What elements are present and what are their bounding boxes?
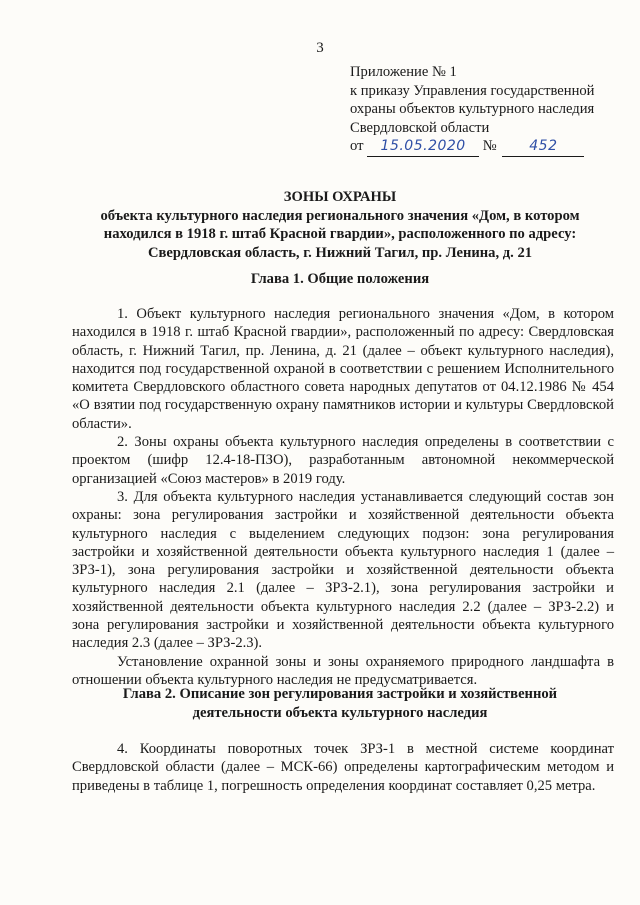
title-line-4: Свердловская область, г. Нижний Тагил, пр. Ленина, д. 21	[147, 244, 533, 261]
paragraph-2: 2. Зоны охраны объекта культурного наследия определены в соответствии с проектом (шифр 12.4-18-ПЗО), разработанным автономной некоммерческой организацией «Союз мастеров» в 2019 году.	[72, 434, 614, 487]
title-line-3: находился в 1918 г. штаб Красной гвардии», расположенного по адресу:	[103, 226, 577, 242]
appendix-line-1: Приложение № 1	[350, 64, 457, 80]
chapter-1-body	[72, 305, 614, 689]
chapter-2-heading	[70, 685, 610, 722]
chapter-2-heading-line-2: деятельности объекта культурного наследия	[192, 704, 488, 721]
appendix-line-4: Свердловской области	[350, 119, 490, 136]
appendix-date-line	[350, 137, 622, 157]
appendix-line-3: охраны объектов культурного наследия	[350, 101, 595, 117]
paragraph-1: 1. Объект культурного наследия регионального значения «Дом, в котором находился в 1918 г. штаб Красной гвардии», расположенный по адресу: Свердловская область, г. Нижний Тагил, пр. Ленина, д. 21 (далее – объект культурного наследия), находится под государственной охраной в соответствии с решением Исполнительного комитета Свердловского областного совета народных депутатов от 04.12.1986 № 454 «О взятии под государственную охрану памятников истории и культуры Свердловской области».	[72, 306, 614, 432]
paragraph-5: 4. Координаты поворотных точек ЗРЗ-1 в местной системе координат Свердловской области (далее – МСК-66) определены картографическим методом и приведены в таблице 1, погрешность определения координат составляет 0,25 метра.	[72, 741, 614, 794]
chapter-2-body	[72, 740, 614, 795]
title-line-2: объекта культурного наследия регионального значения «Дом, в котором	[100, 207, 580, 224]
date-prefix: от	[350, 138, 364, 154]
handwritten-number: 452	[502, 137, 584, 157]
paragraph-4: Установление охранной зоны и зоны охраняемого природного ландшафта в отношении объекта культурного наследия не предусматривается.	[72, 653, 614, 688]
document-title	[70, 188, 610, 262]
title-line-1: ЗОНЫ ОХРАНЫ	[283, 189, 397, 205]
chapter-1-heading: Глава 1. Общие положения	[250, 271, 430, 287]
appendix-header	[350, 63, 622, 157]
appendix-line-2: к приказу Управления государственной	[350, 82, 595, 99]
number-prefix: №	[482, 138, 497, 154]
chapter-2-heading-line-1: Глава 2. Описание зон регулирования застройки и хозяйственной	[122, 686, 558, 702]
paragraph-3: 3. Для объекта культурного наследия устанавливается следующий состав зон охраны: зона регулирования застройки и хозяйственной деятельности объекта культурного наследия с выделением следующих подзон: зона регулирования застройки и хозяйственной деятельности объекта культурного наследия 1 (далее – ЗРЗ-1), зона регулирования застройки и хозяйственной деятельности объекта культурного наследия 2.1 (далее – ЗРЗ-2.1), зона регулирования застройки и хозяйственной деятельности объекта культурного наследия 2.2 (далее – ЗРЗ-2.2) и зона регулирования застройки и хозяйственной деятельности объекта культурного наследия 2.3 (далее – ЗРЗ-2.3).	[72, 488, 614, 652]
page-number: 3	[316, 40, 324, 56]
handwritten-date: 15.05.2020	[367, 137, 479, 157]
